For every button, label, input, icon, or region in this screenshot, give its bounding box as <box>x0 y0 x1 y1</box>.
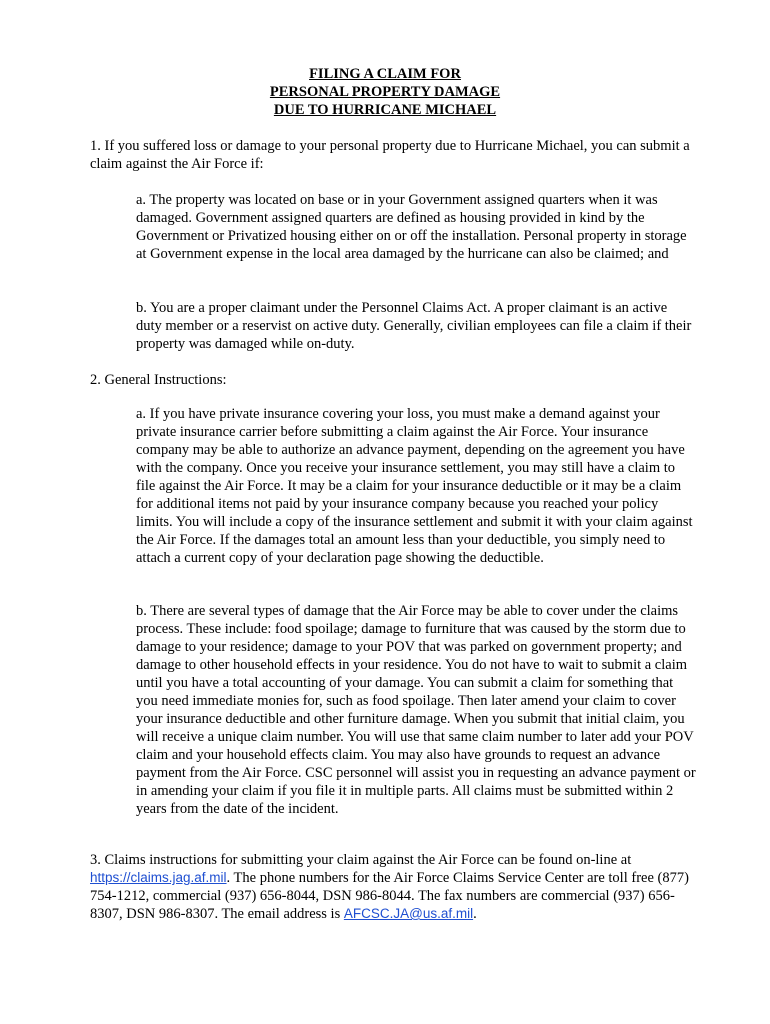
section-3-text-3: . <box>473 906 477 922</box>
title-line-3: DUE TO HURRICANE MICHAEL <box>273 102 497 118</box>
section-1-item-a: a. The property was located on base or in your Government assigned quarters when it was damaged. Government assigned quarters are defined as housing provided in kind by the Government or Privatized housing either on or off the installation. Personal property in storage at Government expense in the local area damaged by the hurricane can also be claimed; and <box>136 192 687 262</box>
title-line-1: FILING A CLAIM FOR <box>309 66 461 82</box>
document-title <box>0 65 770 119</box>
section-1-item-b: b. You are a proper claimant under the Personnel Claims Act. A proper claimant is an active duty member or a reservist on active duty. Generally, civilian employees can file a claim if their property was damaged while on-duty. <box>136 300 692 352</box>
section-3-text-1: 3. Claims instructions for submitting your claim against the Air Force can be found on-line at <box>90 852 632 868</box>
section-2-item-b: b. There are several types of damage that the Air Force may be able to cover under the claims process. These include: food spoilage; damage to furniture that was caused by the storm due to damage to your residence; damage to your POV that was parked on government property; and damage to other household effects in your residence. You do not have to wait to submit a claim until you have a total accounting of your damage. You can submit a claim for something that you need immediate monies for, such as food spoilage. Then later amend your claim to cover your insurance deductible and other furniture damage. When you submit that initial claim, you will receive a unique claim number. You will use that same claim number to later add your POV claim and your household effects claim. You may also have grounds to request an advance payment from the Air Force. CSC personnel will assist you in requesting an advance payment or in amending your claim if you file it in multiple parts. All claims must be submitted within 2 years from the date of the incident. <box>136 603 696 817</box>
section-3-text-2: . The phone numbers for the Air Force Claims Service Center are toll free (877) 754-1212, commercial (937) 656-8044, DSN 986-8044. The fax numbers are commercial (937) 656-8307, DSN 986-8307. The email address is <box>90 870 689 922</box>
section-3-contact <box>90 851 690 923</box>
section-2-heading: 2. General Instructions: <box>90 372 227 388</box>
email-link[interactable]: AFCSC.JA@us.af.mil <box>343 906 474 921</box>
section-2-item-a: a. If you have private insurance covering your loss, you must make a demand against your private insurance carrier before submitting a claim against the Air Force. Your insurance company may be able to authorize an advance payment, depending on the agreement you have with the company. Once you receive your insurance settlement, you may still have a claim to file against the Air Force. It may be a claim for your insurance deductible or it may be a claim for additional items not paid by your insurance company because you reached your policy limits. You will include a copy of the insurance settlement and submit it with your claim against the Air Force. If the damages total an amount less than your deductible, you simply need to attach a current copy of your declaration page showing the deductible. <box>136 406 693 566</box>
section-1-intro: 1. If you suffered loss or damage to your personal property due to Hurricane Michael, you can submit a claim against the Air Force if: <box>90 138 690 172</box>
title-line-2: PERSONAL PROPERTY DAMAGE <box>269 84 501 100</box>
claims-website-link[interactable]: https://claims.jag.af.mil <box>90 870 227 885</box>
